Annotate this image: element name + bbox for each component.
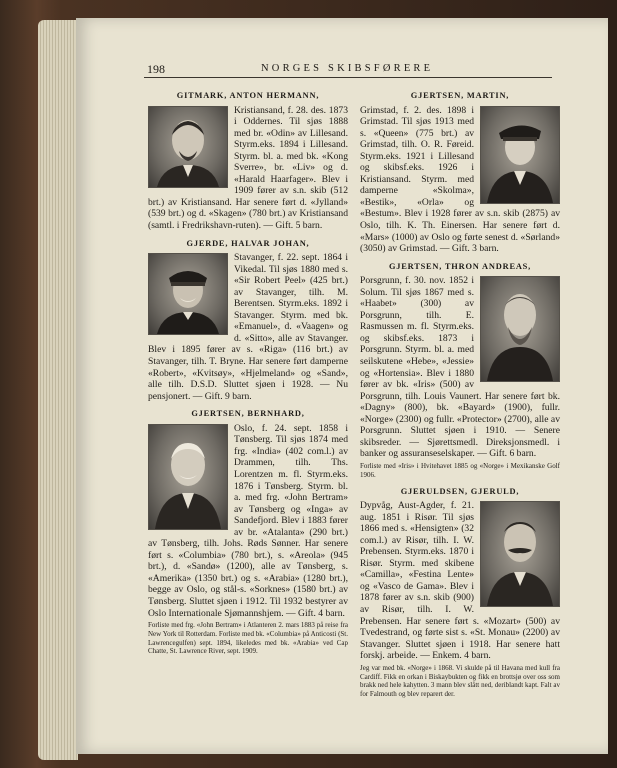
page-edges	[38, 20, 78, 760]
entry-text: Kristiansand, f. 28. des. 1873 i Oddernes. Til sjøs 1888 med br. «Odin» av Lillesand. Styrm.eks. 1894 i Lillesand. Styrm. bl. a. med bk. «Kong Sverre», br. «Liv» og d. «Harald Haarfager». Blev i 1909 fører av s.n. skib (512 brt.) av Kristiansand. Har senere ført d. «Jylland» (539 brt.) og d. «Skagen» (780 brt.) av Kristiansand (samtl. i Fredrikshavn-ruten). — Gift. 5 barn.	[148, 104, 348, 232]
entry-name: GJERULDSEN, GJERULD,	[400, 486, 520, 496]
portrait-photo	[480, 276, 560, 382]
entry-text: Oslo, f. 24. sept. 1858 i Tønsberg. Til sjøs 1874 med frg. «India» (402 com.l.) av Drammen, tilh. Ths. Lorentzen m. fl. Styrm.eks. 1876 i Tønsberg. Styrm. bl. a. med frg. «John Bertram» av Tønsberg og «Inga» av Sandefjord. Blev i 1883 fører av br. «Atalanta» (290 brt.) av Tønsberg, tilh. Johs. Røds Sønner. Har senere ført s. «Columbia» (780 brt.), s. «Areola» (945 brt.), d. «Sandø» (1200), alle av Tønsberg, s. «Amerika» (1350 brt.) og s. «Arabia» (1280 brt.), begge av Oslo, og stål-s. «Sorknes» (1580 brt.) av Tønsberg. Sluttet sjøen i 1912. Til 1932 bestyrer av Oslo Internationale Sjømannshjem. — Gift. 4 barn.	[148, 422, 348, 619]
biography-entry	[360, 486, 560, 699]
header-rule	[144, 77, 552, 78]
entry-name: GJERTSEN, MARTIN,	[410, 91, 510, 100]
entry-note: Forliste med frg. «John Bertram» i Atlanteren 2. mars 1883 på reise fra New York til Rotterdam. Forliste med bk. «Columbia» på Anticosti (St. Lawrencegulfen) sept. 1894, likeledes med bk. «Arabia» ved Cap Chatte, St. Lawrence River, sept. 1909.	[148, 621, 348, 656]
portrait-photo	[148, 424, 228, 530]
entry-text: Stavanger, f. 22. sept. 1864 i Vikedal. Til sjøs 1880 med s. «Sir Robert Peel» (425 brt.) av Stavanger, tilh. M. Berentsen. Styrm.eks. 1892 i Stavanger. Styrm. med bk. «Emanuel», d. «Vaagen» og d. «Sitto», alle av Stavanger. Blev i 1895 fører av s. «Riga» (116 brt.) av Stavanger, tilh. T. Bryne. Har senere ført damperne «Robert», «Kvitsøy», «Hjelmeland» og «Sand», alle tilh. D.S.D. Sluttet sjøen i 1928. — Nu pensjonert. — Gift. 9 barn.	[148, 252, 348, 402]
portrait-photo	[148, 106, 228, 188]
book-page	[76, 18, 608, 754]
entry-name: GJERTSEN, THRON ANDREAS,	[388, 261, 532, 271]
biography-entry	[148, 408, 348, 656]
entry-text: Porsgrunn, f. 30. nov. 1852 i Solum. Til sjøs 1867 med s. «Haabet» (300) av Porsgrunn, tilh. E. Rasmussen m. fl. Styrm.eks. og skibsf.eks. 1873 i Porsgrunn. Styrm. bl. a. med seilskutene «Hebe», «Jessie» og «Hortensia». Blev i 1880 fører av bk. «Iris» (500) av Porsgrunn, tilh. Louis Vaunert. Har senere ført bk. «Dagny» (800), bk. «Bayard» (1900), fullr. «Norge» (2300) og fullr. «Protector» (2700), alle av Porsgrunn. Sluttet sjøen i 1910. — Senere skibsreder. — Sjørettsmedl. Direksjonsmedl. i banker og assuranseselskaper. — Gift. 6 barn.	[360, 275, 560, 460]
biography-entry	[148, 90, 348, 232]
entry-name: GITMARK, ANTON HERMANN,	[176, 91, 320, 100]
entry-note: Forliste med «Iris» i Hvitehavet 1885 og «Norge» i Mexikanske Golf 1906.	[360, 461, 560, 479]
biography-entry	[360, 90, 560, 255]
running-title: NORGES SKIBSFØRERE	[261, 63, 434, 74]
entry-name: GJERTSEN, BERNHARD,	[191, 409, 305, 419]
right-column	[360, 88, 560, 705]
entry-text: Dypvåg, Aust-Agder, f. 21. aug. 1851 i Risør. Til sjøs 1866 med s. «Hensigten» (32 com.l.) av Risør, tilh. I. W. Prebensen. Styrm.eks. 1870 i Risør. Styrm. med skibene «Camilla», «Festina Lente» og «Vasco de Gama». Blev i 1878 fører av s.n. skib (900) av Risør, tilh. I. W. Prebensen. Har senere ført s. «Mozart» (500) av Tvedestrand, og førte sist s. «St. Monau» (2200) av Stavanger. Sluttet sjøen i 1918. Har senere hatt forskj. arbeide. — Enkem. 4 barn.	[360, 500, 560, 662]
entry-note: Jeg var med bk. «Norge» i 1868. Vi skulde på til Havana med kull fra Cardiff. Fikk en orkan i Biskaybukten og fikk en brottsjø over oss som brakk ned hele kahytten. 3 mann blev slått ned, deriblandt kapt. Falt av for Falmouth og blev reparert der.	[360, 663, 560, 699]
biography-entry	[148, 238, 348, 403]
left-column	[148, 88, 348, 662]
entry-text: Grimstad, f. 2. des. 1898 i Grimstad. Til sjøs 1913 med s. «Queen» (775 brt.) av Grimstad, tilh. O. R. Føreid. Styrm.eks. 1921 i Lillesand og skibsf.eks. 1926 i Kristiansand. Styrm. med damperne «Skolma», «Bestik», «Orla» og «Bestum». Blev i 1928 fører av s.n. skib (2875) av Oslo, tilh. K. Th. Einersen. Har senere ført d. «Mars» (1000) av Oslo og førte senest d. «Sørland» (3050) av Grimstad. — Gift. 3 barn.	[360, 104, 560, 255]
portrait-photo	[480, 501, 560, 607]
entry-name: GJERDE, HALVAR JOHAN,	[186, 238, 310, 248]
page-number: 198	[147, 62, 165, 76]
biography-entry	[360, 261, 560, 480]
portrait-photo	[480, 106, 560, 204]
portrait-photo	[148, 253, 228, 335]
